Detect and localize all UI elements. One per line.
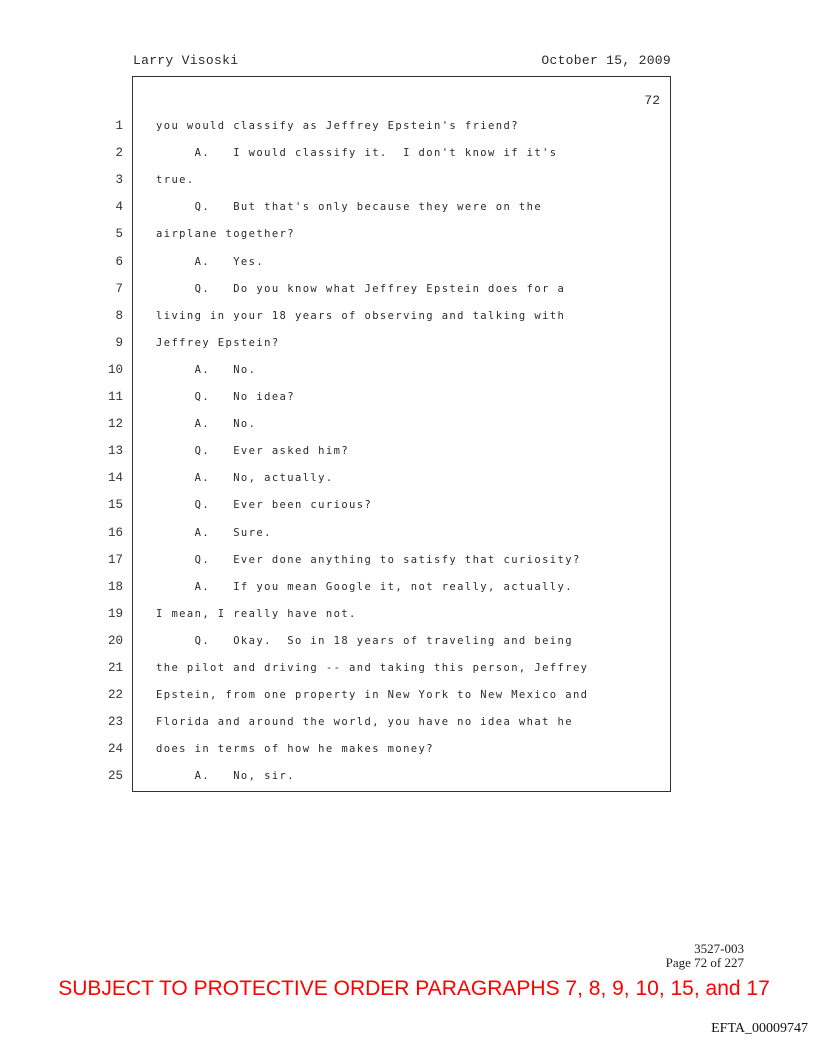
line-number: 8 [115, 309, 123, 323]
transcript-line: airplane together? [156, 228, 295, 240]
line-number: 23 [107, 715, 123, 729]
transcript-line: living in your 18 years of observing and talking with [156, 310, 566, 322]
page-of-total: Page 72 of 227 [665, 955, 744, 970]
line-number: 16 [107, 526, 123, 540]
transcript-line: A. No, sir. [156, 770, 295, 782]
transcript-line: the pilot and driving -- and taking this person, Jeffrey [156, 662, 589, 674]
line-number: 21 [107, 661, 123, 675]
line-number: 7 [115, 282, 123, 296]
footer-case-info [666, 942, 744, 970]
transcript-line: does in terms of how he makes money? [156, 743, 434, 755]
transcript-line: A. No. [156, 364, 257, 376]
case-code: 3527-003 [694, 941, 744, 956]
transcript-line: Q. But that's only because they were on the [156, 201, 543, 213]
line-number: 25 [107, 769, 123, 783]
transcript-line: A. Yes. [156, 256, 265, 268]
transcript-line: A. Sure. [156, 527, 272, 539]
line-number: 17 [107, 553, 123, 567]
line-number: 14 [107, 471, 123, 485]
line-number: 18 [107, 580, 123, 594]
witness-name: Larry Visoski [133, 53, 239, 68]
line-number: 2 [115, 146, 123, 160]
transcript-line: Q. No idea? [156, 391, 295, 403]
line-number: 10 [107, 363, 123, 377]
transcript-line: Q. Okay. So in 18 years of traveling and being [156, 635, 573, 647]
line-number: 9 [115, 336, 123, 350]
transcript-line: true. [156, 174, 195, 186]
line-number: 5 [115, 227, 123, 241]
line-number: 20 [107, 634, 123, 648]
line-number: 6 [115, 255, 123, 269]
transcript-page-number: 72 [644, 93, 660, 108]
line-number: 19 [107, 607, 123, 621]
transcript-line: A. No, actually. [156, 472, 334, 484]
deposition-date: October 15, 2009 [541, 53, 671, 68]
transcript-line: Q. Ever asked him? [156, 445, 350, 457]
line-number: 24 [107, 742, 123, 756]
transcript-line: I mean, I really have not. [156, 608, 357, 620]
transcript-line: A. I would classify it. I don't know if it's [156, 147, 558, 159]
transcript-line: Florida and around the world, you have no idea what he [156, 716, 573, 728]
transcript-line: A. If you mean Google it, not really, actually. [156, 581, 573, 593]
bates-number: EFTA_00009747 [711, 1021, 808, 1036]
transcript-line: Q. Do you know what Jeffrey Epstein does for a [156, 283, 566, 295]
line-number: 11 [107, 390, 123, 404]
transcript-line: Q. Ever been curious? [156, 499, 373, 511]
transcript-line: A. No. [156, 418, 257, 430]
transcript-line: Epstein, from one property in New York to New Mexico and [156, 689, 589, 701]
line-number: 4 [115, 200, 123, 214]
protective-order-notice: SUBJECT TO PROTECTIVE ORDER PARAGRAPHS 7, 8, 9, 10, 15, and 17 [58, 977, 770, 1000]
line-number: 3 [115, 173, 123, 187]
transcript-line: Jeffrey Epstein? [156, 337, 280, 349]
line-number: 12 [107, 417, 123, 431]
line-number: 1 [115, 119, 123, 133]
line-number: 22 [107, 688, 123, 702]
transcript-page-box [132, 76, 671, 792]
line-number: 15 [107, 498, 123, 512]
line-number: 13 [107, 444, 123, 458]
transcript-line: Q. Ever done anything to satisfy that curiosity? [156, 554, 581, 566]
transcript-line: you would classify as Jeffrey Epstein's friend? [156, 120, 519, 132]
